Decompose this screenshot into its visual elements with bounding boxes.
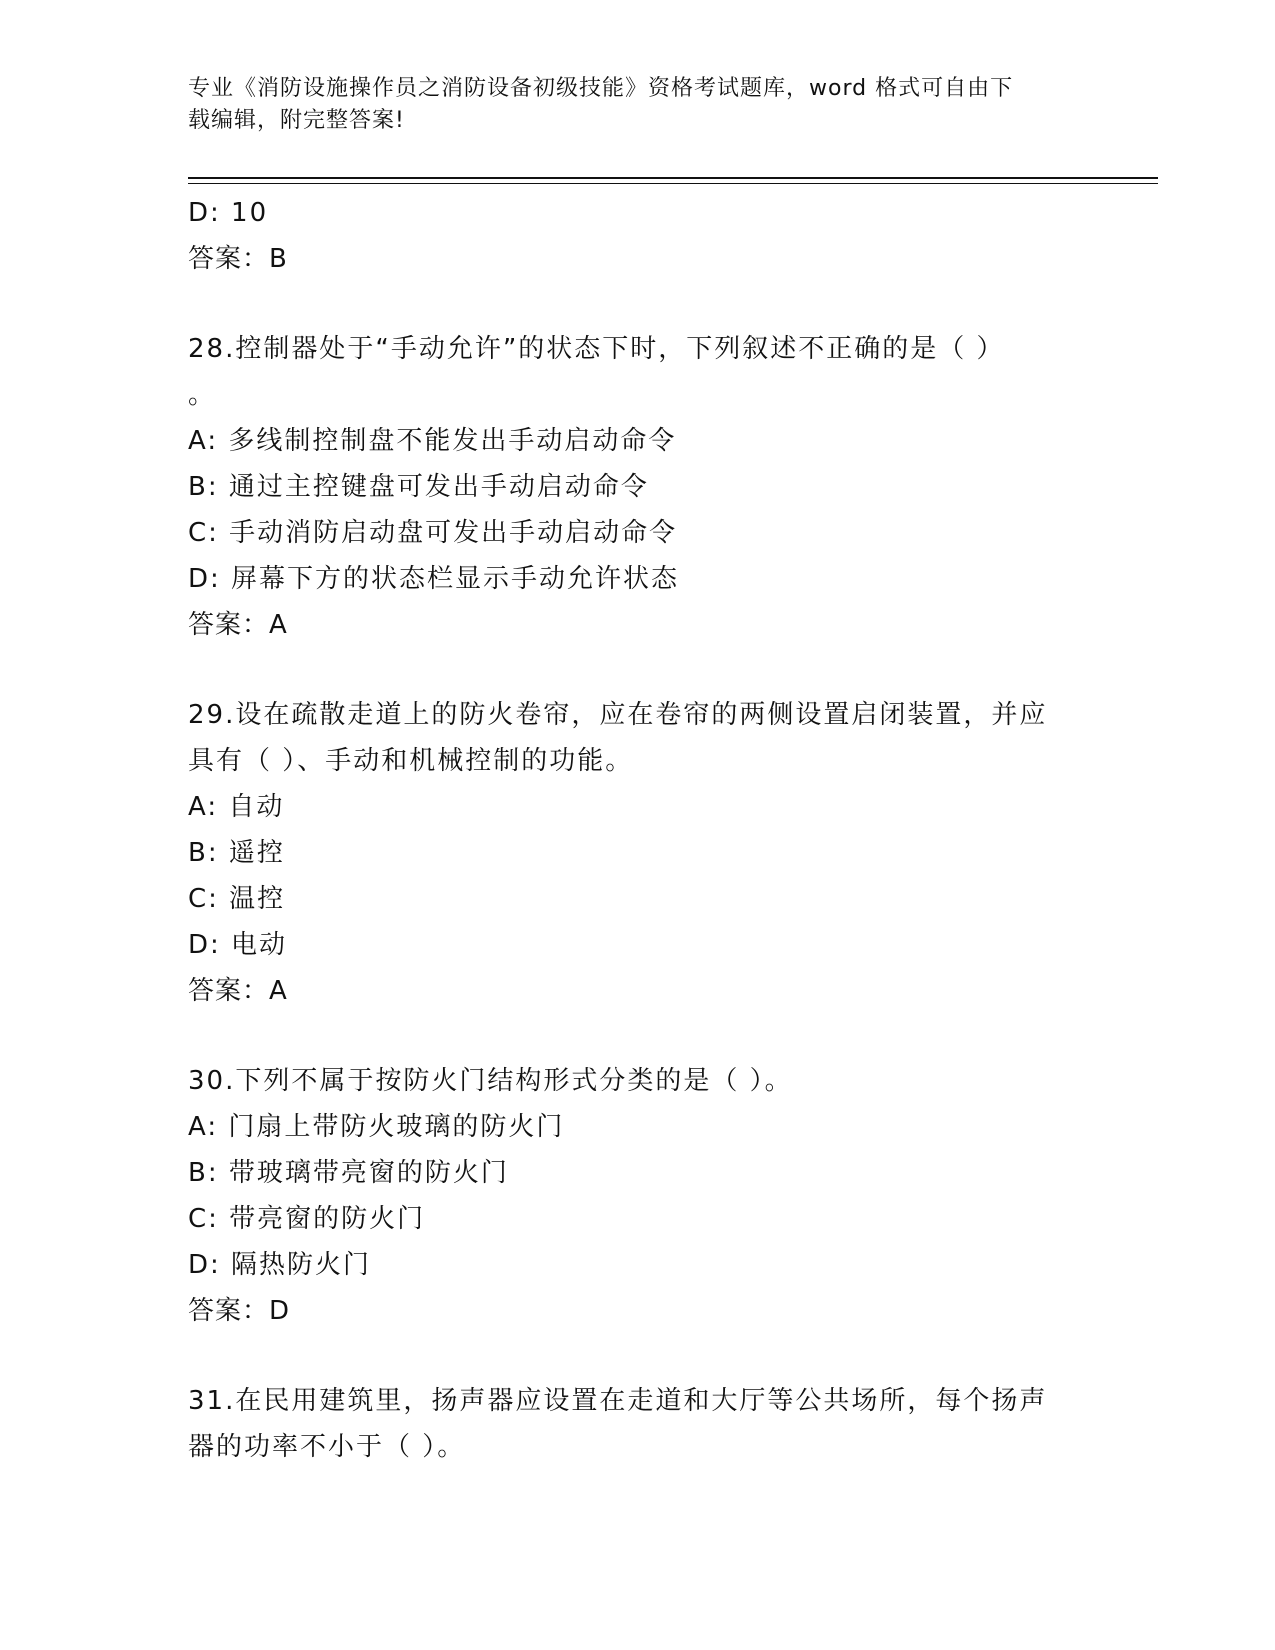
option-b: B: 遥控 [188,838,285,868]
header-divider-thick [188,177,1158,179]
option-a: A: 自动 [188,792,285,822]
option-b: B: 通过主控键盘可发出手动启动命令 [188,472,649,502]
answer-label: 答案：A [188,610,288,640]
question-stem: 30.下列不属于按防火门结构形式分类的是（ ）。 [188,1066,793,1096]
spacer [188,1334,1088,1378]
question-stem-continuation: 具有（ ）、手动和机械控制的功能。 [188,746,634,776]
question-stem-continuation: 。 [188,380,217,410]
question-stem-continuation: 器的功率不小于（ ）。 [188,1432,466,1462]
option-d: D: 10 [188,198,269,228]
option-b: B: 带玻璃带亮窗的防火门 [188,1158,509,1188]
option-c: C: 带亮窗的防火门 [188,1204,426,1234]
answer-label: 答案：A [188,976,288,1006]
header-line-2: 载编辑，附完整答案! [188,108,405,133]
spacer [188,648,1088,692]
answer-label: 答案：D [188,1296,291,1326]
option-a: A: 门扇上带防火玻璃的防火门 [188,1112,565,1142]
question-stem: 31.在民用建筑里，扬声器应设置在走道和大厅等公共场所，每个扬声 [188,1386,1048,1416]
answer-label: 答案：B [188,244,288,274]
question-block-28 [188,326,1088,648]
question-block-31 [188,1378,1088,1470]
header-divider-thin [188,183,1158,184]
option-d: D: 屏幕下方的状态栏显示手动允许状态 [188,564,680,594]
spacer [188,1014,1088,1058]
option-a: A: 多线制控制盘不能发出手动启动命令 [188,426,677,456]
header-line-1: 专业《消防设施操作员之消防设备初级技能》资格考试题库，word 格式可自由下 [188,76,1014,101]
page-header [188,73,1068,137]
option-d: D: 电动 [188,930,288,960]
option-c: C: 手动消防启动盘可发出手动启动命令 [188,518,678,548]
question-stem: 28.控制器处于“手动允许”的状态下时，下列叙述不正确的是（ ） [188,334,1005,364]
question-block-29 [188,692,1088,1014]
option-c: C: 温控 [188,884,286,914]
question-stem: 29.设在疏散走道上的防火卷帘，应在卷帘的两侧设置启闭装置，并应 [188,700,1048,730]
question-content [188,190,1088,1470]
question-block-30 [188,1058,1088,1334]
spacer [188,282,1088,326]
option-d: D: 隔热防火门 [188,1250,372,1280]
